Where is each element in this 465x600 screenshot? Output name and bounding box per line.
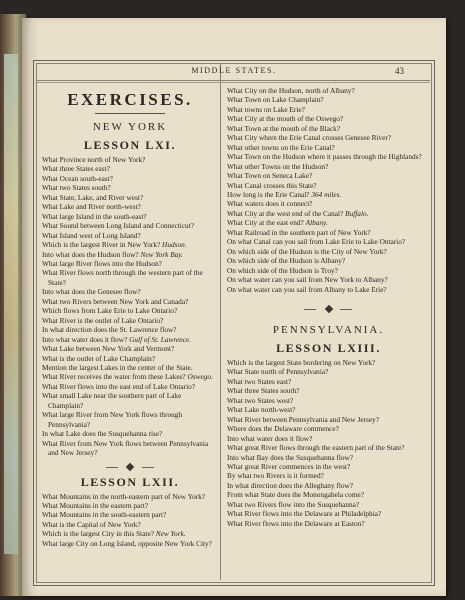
answer-text: Oswego. [187, 372, 213, 382]
question-item [42, 287, 218, 296]
question-text: From what State does the Monongahela come? [227, 490, 364, 500]
question-item [227, 190, 430, 199]
question-text: Which is the largest State bordering on New York? [227, 357, 376, 367]
question-text: On what water can you sail from New York to Albany? [227, 275, 388, 285]
question-item [42, 510, 218, 519]
question-item [42, 259, 218, 268]
question-item [42, 520, 218, 529]
question-item [227, 152, 430, 161]
question-item [42, 529, 218, 538]
question-text: What River flows into the Delaware at Easton? [227, 518, 365, 528]
question-item [227, 228, 430, 237]
book-page [22, 18, 446, 596]
question-item [227, 247, 430, 256]
question-text: What State, Lake, and River west? [42, 192, 144, 202]
question-text: Into what Bay does the Susquehanna flow? [227, 452, 354, 462]
page-number: 43 [395, 66, 404, 76]
question-item [42, 183, 218, 192]
question-text: On which side of the Hudson is the City of New York? [227, 246, 387, 256]
question-item [42, 202, 218, 211]
question-item [42, 164, 218, 173]
question-text: What River receives the water from these Lakes? [42, 372, 186, 382]
question-text: What large River flows into the Hudson? [42, 258, 162, 268]
header-rule [37, 80, 430, 81]
question-item [227, 266, 430, 275]
question-text: What City on the Hudson, north of Albany? [227, 86, 355, 95]
question-text: What Province north of New York? [42, 155, 146, 164]
question-text: Into what water does it flow? [227, 433, 313, 443]
state-heading-pennsylvania: PENNSYLVANIA. [272, 323, 385, 336]
state-heading-new-york: NEW YORK [92, 121, 168, 133]
question-item [227, 171, 430, 180]
question-text: What large River from New York flows through Pennsylvania? [42, 410, 183, 429]
question-item [42, 335, 218, 344]
header-rule-secondary [37, 82, 430, 83]
question-text: On which side of the Hudson is Troy? [227, 265, 338, 275]
question-item [227, 199, 430, 208]
lesson-61-questions [42, 155, 218, 458]
question-item [227, 386, 430, 395]
question-text: Which is the largest River in New York? [42, 240, 161, 250]
question-text: What Town at the mouth of the Black? [227, 123, 341, 133]
question-item [227, 500, 430, 509]
question-item [42, 174, 218, 183]
answer-text: Albany. [305, 218, 328, 228]
question-text: What large City on Long Island, opposite New York City? [42, 538, 212, 548]
answer-text: New York Bay. [140, 249, 184, 259]
question-text: On which side of the Hudson is Albany? [227, 256, 346, 266]
question-item [42, 240, 218, 249]
question-text: Mention the largest Lakes in the center of the State. [42, 362, 193, 372]
question-text: What Lake between New York and Vermont? [42, 344, 175, 354]
divider-wing-left [106, 467, 118, 468]
question-item [227, 434, 430, 443]
question-item [227, 114, 430, 123]
question-text: In what direction does the Alleghany flow? [227, 480, 354, 490]
left-column [42, 88, 218, 548]
question-item [42, 354, 218, 363]
divider-wing-right [340, 309, 352, 310]
question-text: What other towns on the Erie Canal? [227, 142, 335, 152]
question-item [42, 212, 218, 221]
question-item [227, 237, 430, 246]
question-item [227, 405, 430, 414]
question-item [227, 256, 430, 265]
question-text: What Town on Lake Champlain? [227, 95, 324, 105]
lesson-62-continued-questions [227, 86, 430, 294]
question-item [42, 221, 218, 230]
question-item [227, 95, 430, 104]
question-text: What Mountains in the south-eastern part? [42, 510, 167, 520]
question-text: What large Island in the south-east? [42, 211, 147, 221]
question-item [42, 439, 218, 458]
question-text: What two States west? [227, 395, 294, 405]
question-item [227, 509, 430, 518]
question-item [227, 481, 430, 490]
question-text: What Island west of Long Island? [42, 230, 141, 240]
question-item [42, 539, 218, 548]
question-item [227, 124, 430, 133]
answer-text: Gulf of St. Lawrence. [129, 334, 192, 344]
divider-wing-left [304, 309, 316, 310]
question-text: What Town on Seneca Lake? [227, 171, 313, 181]
question-item [227, 181, 430, 190]
question-text: What towns on Lake Erie? [227, 104, 305, 114]
question-text: Which is the largest City in this State? [42, 529, 154, 539]
question-text: What three States south? [227, 386, 300, 396]
question-item [227, 209, 430, 218]
question-text: What Town on the Hudson where it passes through the Highlands? [227, 152, 422, 162]
question-item [227, 453, 430, 462]
question-item [227, 162, 430, 171]
question-text: What two States east? [227, 376, 292, 386]
question-item [42, 372, 218, 381]
lesson-heading-62: LESSON LXII. [80, 474, 180, 489]
question-text: What State north of Pennsylvania? [227, 367, 329, 377]
question-text: What great River commences in the west? [227, 461, 351, 471]
question-text: What River from New York flows between Pennsylvania and New Jersey? [42, 438, 209, 458]
question-item [42, 492, 218, 501]
question-text: How long is the Erie Canal? [227, 189, 310, 199]
question-text: What River is the outlet of Lake Ontario? [42, 315, 164, 325]
question-item [227, 519, 430, 528]
question-item [227, 358, 430, 367]
question-item [42, 297, 218, 306]
question-item [227, 86, 430, 95]
question-text: Where does the Delaware commence? [227, 424, 339, 434]
question-text: What City at the mouth of the Oswego? [227, 114, 344, 124]
question-text: What great River flows through the eastern part of the State? [227, 443, 405, 453]
question-item [227, 424, 430, 433]
question-text: What River flows into the east end of Lake Ontario? [42, 381, 195, 391]
lesson-heading-63: LESSON LXIII. [276, 340, 381, 355]
question-text: What waters does it connect? [227, 199, 313, 209]
question-text: What small Lake near the southern part of Lake Champlain? [42, 391, 182, 410]
question-item [42, 344, 218, 353]
question-item [42, 325, 218, 334]
question-text: Into what does the Genesee flow? [42, 287, 141, 297]
question-text: What Lake and River north-west? [42, 202, 141, 212]
question-text: What is the Capital of New York? [42, 519, 141, 529]
question-text: What City where the Erie Canal crosses Genesee River? [227, 133, 392, 143]
section-divider [42, 462, 218, 472]
question-item [227, 396, 430, 405]
question-text: What River between Pennsylvania and New Jersey? [227, 414, 379, 424]
section-divider-right [227, 304, 430, 314]
divider-ornament [126, 462, 134, 470]
exercises-underline [95, 113, 165, 114]
right-column [227, 88, 430, 528]
question-item [42, 391, 218, 410]
question-text: What two States south? [42, 183, 111, 193]
question-item [227, 275, 430, 284]
divider-ornament [324, 305, 332, 313]
question-text: What River flows into the Delaware at Philadelphia? [227, 509, 382, 519]
question-item [227, 462, 430, 471]
question-item [227, 471, 430, 480]
question-text: On what water can you sail from Albany to Lake Erie? [227, 284, 387, 294]
question-item [227, 105, 430, 114]
question-text: What Mountains in the north-eastern part of New York? [42, 491, 206, 501]
map-edge-strip [4, 54, 18, 554]
lesson-63-questions [227, 358, 430, 528]
question-item [227, 443, 430, 452]
question-text: What Sound between Long Island and Connecticut? [42, 221, 194, 231]
question-text: What Mountains in the eastern part? [42, 500, 148, 510]
question-item [42, 155, 218, 164]
question-text: In what Lake does the Susquehanna rise? [42, 429, 163, 439]
question-item [227, 285, 430, 294]
question-text: Which flows from Lake Erie to Lake Ontario? [42, 306, 178, 316]
answer-text: Buffalo. [345, 208, 369, 218]
question-item [42, 250, 218, 259]
divider-wing-right [142, 467, 154, 468]
question-text: What other Towns on the Hudson? [227, 161, 329, 171]
question-item [42, 193, 218, 202]
question-text: By what two Rivers is it formed? [227, 471, 324, 481]
question-text: What River flows north through the western part of the State? [42, 268, 203, 287]
question-item [227, 133, 430, 142]
question-text: What City at the east end? [227, 218, 304, 228]
question-item [42, 306, 218, 315]
exercises-heading: EXERCISES. [67, 90, 193, 109]
answer-text: 364 miles. [311, 189, 342, 199]
answer-text: New York. [155, 529, 186, 539]
lesson-62-questions [42, 492, 218, 549]
question-item [42, 363, 218, 372]
running-head: MIDDLE STATES. [191, 66, 277, 75]
question-text: Into what does the Hudson flow? [42, 249, 139, 259]
question-item [42, 231, 218, 240]
question-item [42, 429, 218, 438]
question-text: What Railroad in the southern part of New York? [227, 227, 371, 237]
question-item [227, 490, 430, 499]
question-item [227, 377, 430, 386]
question-text: In what direction does the St. Lawrence flow? [42, 325, 177, 335]
question-item [42, 382, 218, 391]
question-text: What Ocean south-east? [42, 173, 113, 183]
answer-text: Hudson. [162, 240, 187, 250]
question-text: What three States east? [42, 164, 110, 174]
question-item [227, 415, 430, 424]
question-text: What is the outlet of Lake Champlain? [42, 353, 156, 363]
question-item [227, 143, 430, 152]
question-item [42, 268, 218, 287]
question-text: What Canal crosses this State? [227, 180, 317, 190]
question-text: What two Rivers flow into the Susquehanna? [227, 499, 360, 509]
question-item [42, 316, 218, 325]
question-item [227, 367, 430, 376]
question-text: What two Rivers between New York and Canada? [42, 296, 189, 306]
question-item [42, 410, 218, 429]
question-item [227, 218, 430, 227]
question-text: Into what water does it flow? [42, 334, 128, 344]
question-text: On what Canal can you sail from Lake Erie to Lake Ontario? [227, 237, 406, 247]
lesson-heading-61: LESSON LXI. [83, 138, 177, 152]
question-item [42, 501, 218, 510]
column-rule [220, 64, 221, 580]
question-text: What Lake north-west? [227, 405, 296, 415]
question-text: What City at the west end of the Canal? [227, 208, 344, 218]
